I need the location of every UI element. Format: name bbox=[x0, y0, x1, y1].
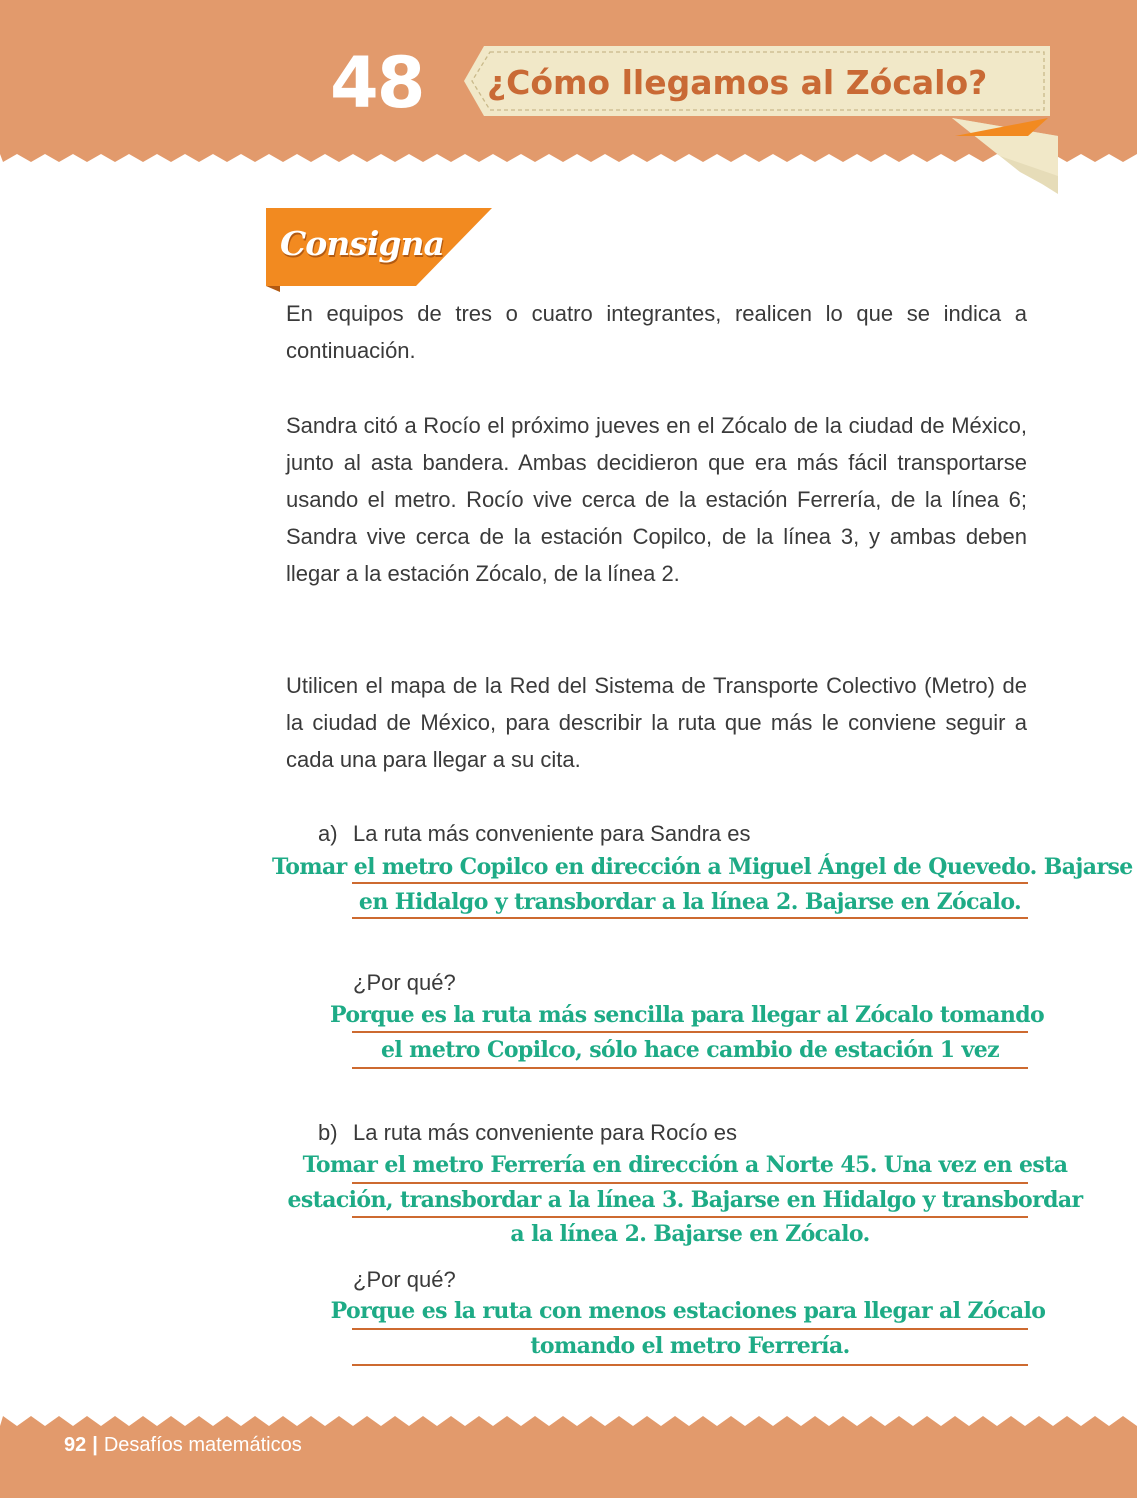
question-a-prompt: La ruta más conveniente para Sandra es bbox=[353, 821, 751, 846]
why-b-line-2: tomando el metro Ferrería. bbox=[530, 1333, 850, 1359]
answer-b-line-1: Tomar el metro Ferrería en dirección a Norte 45. Una vez en esta bbox=[302, 1152, 1068, 1178]
footer-separator: | bbox=[92, 1434, 98, 1456]
answer-a-line-2: en Hidalgo y transbordar a la línea 2. Bajarse en Zócalo. bbox=[358, 889, 1022, 915]
lesson-title: ¿Cómo llegamos al Zócalo? bbox=[487, 63, 988, 102]
answer-line bbox=[352, 1364, 1028, 1366]
question-b-marker: b) bbox=[318, 1120, 338, 1145]
page-number: 92 bbox=[64, 1434, 87, 1456]
why-a-label: ¿Por qué? bbox=[353, 970, 456, 995]
question-a-marker: a) bbox=[318, 821, 338, 846]
paragraph-task: Utilicen el mapa de la Red del Sistema de Transporte Colectivo (Metro) de la ciudad de México, para describir la ruta que más le conviene seguir a cada una para llegar a su cita. bbox=[286, 673, 1027, 772]
lesson-number: 48 bbox=[330, 42, 424, 124]
answer-b-line-3: a la línea 2. Bajarse en Zócalo. bbox=[510, 1221, 870, 1247]
why-a-line-2: el metro Copilco, sólo hace cambio de estación 1 vez bbox=[380, 1037, 1000, 1063]
why-b-label: ¿Por qué? bbox=[353, 1267, 456, 1292]
paragraph-problem: Sandra citó a Rocío el próximo jueves en el Zócalo de la ciudad de México, junto al asta bandera. Ambas decidieron que era más fácil transportarse usando el metro. Rocío vive cerca de la estación Ferrería, de la línea 6; Sandra vive cerca de la estación Copilco, de la línea 3, y ambas deben llegar a la estación Zócalo, de la línea 2. bbox=[286, 413, 1027, 586]
book-title: Desafíos matemáticos bbox=[103, 1434, 302, 1456]
answer-line bbox=[352, 1067, 1028, 1069]
paragraph-instructions: En equipos de tres o cuatro integrantes, realicen lo que se indica a continuación. bbox=[286, 301, 1027, 363]
consigna-label: Consigna bbox=[280, 224, 444, 263]
answer-b-line-2: estación, transbordar a la línea 3. Bajarse en Hidalgo y transbordar bbox=[287, 1187, 1083, 1213]
question-b-prompt: La ruta más conveniente para Rocío es bbox=[353, 1120, 738, 1145]
answer-a-line-1: Tomar el metro Copilco en dirección a Miguel Ángel de Quevedo. Bajarse bbox=[272, 854, 1133, 880]
why-b-line-1: Porque es la ruta con menos estaciones para llegar al Zócalo bbox=[330, 1298, 1046, 1324]
page-footer bbox=[64, 1430, 302, 1460]
why-a-line-1: Porque es la ruta más sencilla para llegar al Zócalo tomando bbox=[330, 1002, 1045, 1028]
